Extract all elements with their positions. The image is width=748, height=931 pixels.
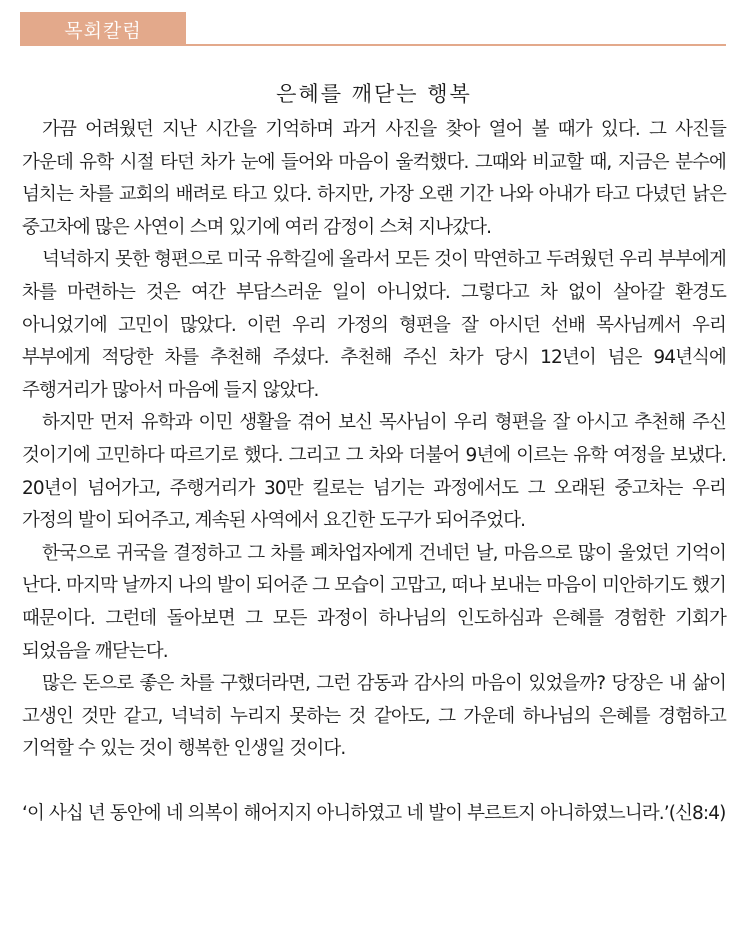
article-title: 은혜를 깨닫는 행복 (276, 82, 472, 106)
header-divider (186, 44, 726, 46)
article-paragraph: 하지만 먼저 유학과 이민 생활을 겪어 보신 목사님이 우리 형편을 잘 아시고 추천해 주신 것이기에 고민하다 따르기로 했다. 그리고 그 차와 더불어 9년에 이르는 유학 여정을 보냈다. 20년이 넘어가고, 주행거리가 30만 킬로는 넘기는 과정에서도 그 오래된 중고차는 우리 가정의 발이 되어주고, 계속된 사역에서 요긴한 도구가 되어주었다. (22, 412, 726, 532)
article-paragraph: 넉넉하지 못한 형편으로 미국 유학길에 올라서 모든 것이 막연하고 두려웠던 우리 부부에게 차를 마련하는 것은 여간 부담스러운 일이 아니었다. 그렇다고 차 없이 살아갈 환경도 아니었기에 고민이 많았다. 이런 우리 가정의 형편을 잘 아시던 선배 목사님께서 우리 부부에게 적당한 차를 추천해 주셨다. 추천해 주신 차가 당시 12년이 넘은 94년식에 주행거리가 많아서 마음에 들지 않았다. (22, 249, 726, 401)
article-paragraph: 한국으로 귀국을 결정하고 그 차를 폐차업자에게 건네던 날, 마음으로 많이 울었던 기억이 난다. 마지막 날까지 나의 발이 되어준 그 모습이 고맙고, 떠나 보내는 마음이 미안하기도 했기 때문이다. 그런데 돌아보면 그 모든 과정이 하나님의 인도하심과 은혜를 경험한 기회가 되었음을 깨닫는다. (22, 542, 726, 662)
column-category-tab (20, 12, 186, 46)
article-paragraph: 가끔 어려웠던 지난 시간을 기억하며 과거 사진을 찾아 열어 볼 때가 있다. 그 사진들 가운데 유학 시절 타던 차가 눈에 들어와 마음이 울컥했다. 그때와 비교할 때, 지금은 분수에 넘치는 차를 교회의 배려로 타고 있다. 하지만, 가장 오랜 기간 나와 아내가 타고 다녔던 낡은 중고차에 많은 사연이 스며 있기에 여러 감정이 스쳐 지나갔다. (22, 119, 726, 238)
paragraph-spacer (22, 766, 726, 799)
scripture-quote: ‘이 사십 년 동안에 네 의복이 해어지지 아니하였고 네 발이 부르트지 아니하였느니라.’(신8:4) (22, 803, 726, 825)
column-category-label: 목회칼럼 (64, 19, 142, 42)
article-body (22, 114, 726, 831)
article-paragraph: 많은 돈으로 좋은 차를 구했더라면, 그런 감동과 감사의 마음이 있었을까? 당장은 내 삶이 고생인 것만 같고, 넉넉히 누리지 못하는 것 같아도, 그 가운데 하나님의 은혜를 경험하고 기억할 수 있는 것이 행복한 인생일 것이다. (22, 673, 726, 760)
